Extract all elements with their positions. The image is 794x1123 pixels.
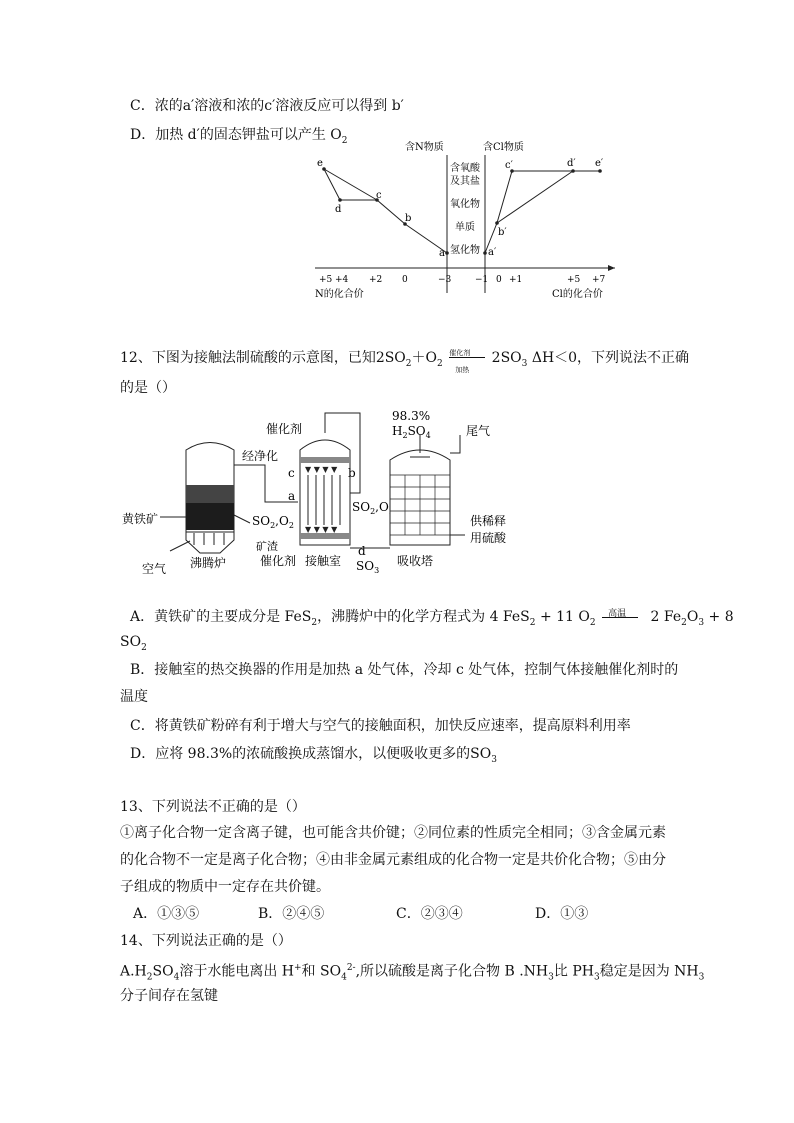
tick-minus1: −1 [475,275,489,285]
air-label: 空气 [142,562,167,575]
cat-oxide: 氧化物 [450,199,480,210]
q14-line-2: 分子间存在氢键 [120,988,218,1004]
n-axis-label: N的化合价 [315,289,364,300]
catalyst-top-label: 催化剂 [266,422,303,436]
pt-b-prime: b′ [498,227,507,238]
tail-gas-label: 尾气 [466,424,491,438]
q13-option-b: B．②④⑤ [258,906,325,922]
q11-option-d: D．加热 d′的固态钾盐可以产生 $O_2$ [130,127,348,146]
tick-plus4: +4 [335,275,349,285]
dilute-label-2: 用硫酸 [470,531,507,545]
q13-line-3: 子组成的物质中一定存在共价键。 [120,879,330,895]
pt-a: a [439,248,445,259]
cond-heat: 加热 [455,366,470,374]
label-d: d [358,544,366,558]
tick-plus5: +5 [319,275,333,285]
q12-option-a-line2: $SO_2$ [120,634,147,653]
so2o2-label-2: $SO_2,O$ [352,500,389,516]
so3-label: $SO_3$ [356,559,380,575]
tick-zero-cl: 0 [496,275,502,285]
cat-element: 单质 [455,222,475,233]
contact-process-diagram [120,405,540,575]
pt-b: b [405,213,412,224]
q12-option-d: D．应将 98.3%的浓硫酸换成蒸馏水，以便吸收更多的$SO_3$ [130,746,497,765]
cond-high-temp: 高温 [608,609,627,619]
tick-plus2: +2 [369,275,383,285]
catalyst-bottom-label: 催化剂 [260,554,297,568]
label-c: c [288,466,295,480]
q12-option-a: A．黄铁矿的主要成分是 FeS$_2$，沸腾炉中的化学方程式为 4 FeS$_2$ + 11 $O_2$ 高温 2 $Fe_2O_3 + 8$ [130,607,734,633]
pt-c-prime: c′ [505,160,513,171]
q13-option-d: D．①③ [535,906,589,922]
pt-e: e [317,158,323,169]
cat-salt: 及其盐 [450,176,480,187]
q13-line-1: ①离子化合物一定含离子键，也可能含共价键；②同位素的性质完全相同；③含金属元素 [120,825,666,841]
n-header: 含N物质 [405,142,444,153]
furnace-label: 沸腾炉 [190,556,227,570]
tick-zero: 0 [402,275,408,285]
pt-d: d [335,204,342,215]
label-a: a [288,489,296,503]
pt-c: c [376,190,382,201]
cl-header: 含Cl物质 [483,142,524,153]
q13-option-a: A．①③⑤ [133,906,200,922]
q12-option-b: B．接触室的热交换器的作用是加热 a 处气体，冷却 c 处气体，控制气体接触催化剂时的 [130,662,679,678]
q12-stem-line2: 的是（） [120,380,176,396]
q12-stem: 12、下图为接触法制硫酸的示意图，已知$2SO_2+O_2$ 催化剂 加热 $2SO_3$ ΔH＜0，下列说法不正确 [120,348,689,374]
label-b: b [348,466,356,480]
pyrite-label: 黄铁矿 [122,512,159,526]
valence-diagram [300,135,630,305]
q13-line-2: 的化合物不一定是离子化合物；④由非金属元素组成的化合物一定是共价化合物；⑤由分 [120,852,666,868]
cat-oxyacid: 含氧酸 [450,163,480,174]
cond-catalyst: 催化剂 [449,349,471,357]
so2o2-label-1: $SO_2,O_2$ [252,514,294,530]
pt-e-prime: e′ [595,158,604,169]
q12-option-b-line2: 温度 [120,689,148,705]
pt-a-prime: a′ [488,247,497,258]
absorption-tower [390,435,450,545]
tick-plus5-cl: +5 [567,275,581,285]
tick-plus7: +7 [592,275,606,285]
acid-pct-label: 98.3% [392,409,431,423]
contact-chamber [300,440,350,545]
q13-stem: 13、下列说法不正确的是（） [120,799,306,815]
purify-label: 经净化 [242,449,279,463]
q11-option-c: C．浓的a′溶液和浓的c′溶液反应可以得到 b′ [130,98,404,114]
cl-axis-label: Cl的化合价 [552,289,603,300]
boiling-furnace [186,443,234,554]
tick-minus3: −3 [438,275,452,285]
svg-text:▼ ▼ ▼ ▼: ▼ ▼ ▼ ▼ [305,465,338,474]
contact-chamber-label: 接触室 [305,554,342,568]
cat-hydride: 氢化物 [450,245,480,256]
dilute-label-1: 供稀释 [470,514,507,528]
tick-plus1: +1 [509,275,523,285]
svg-text:▼ ▼ ▼ ▼: ▼ ▼ ▼ ▼ [305,525,338,534]
q12-option-c: C．将黄铁矿粉碎有利于增大与空气的接触面积，加快反应速率，提高原料利用率 [130,718,631,734]
pt-d-prime: d′ [567,158,576,169]
q14-line-1: $A.H_2SO_4$溶于水能电离出 H+和 $SO_4^{2-}$,所以硫酸是离子化合物 B $.NH_3$比 $PH_3$稳定是因为 $NH_3$ [120,963,705,983]
slag-label: 矿渣 [256,540,278,553]
q14-stem: 14、下列说法正确的是（） [120,933,292,949]
absorber-label: 吸收塔 [397,554,434,568]
acid-formula-label: $H_2SO_4$ [392,424,431,440]
q13-option-c: C．②③④ [396,906,463,922]
